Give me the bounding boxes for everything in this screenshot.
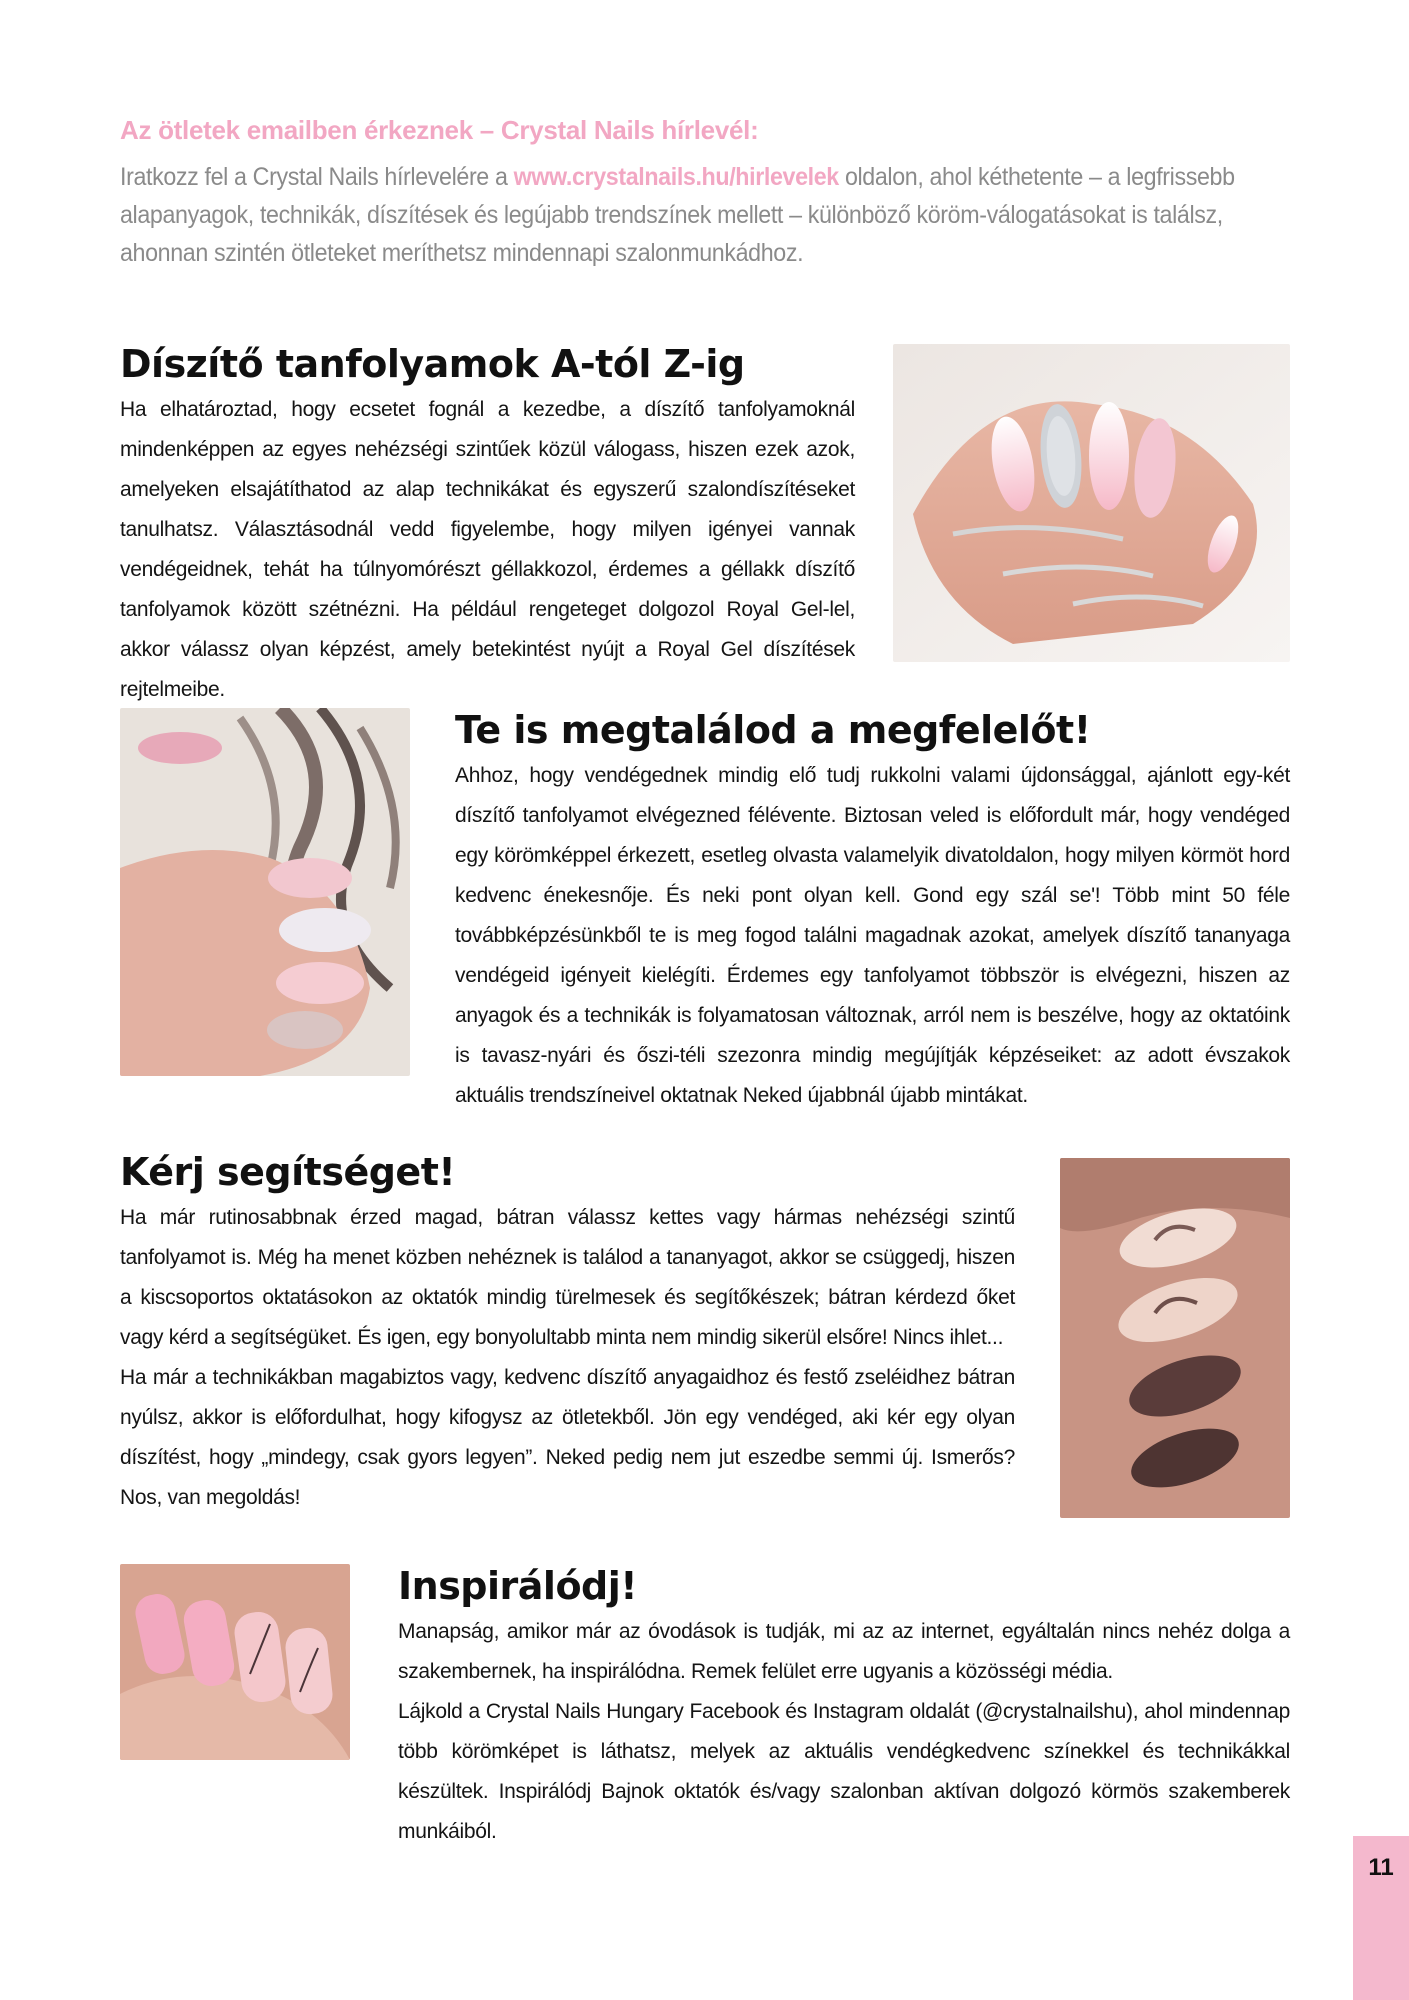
- section-body: Ha már rutinosabbnak érzed magad, bátran válassz kettes vagy hármas nehézségi szintű tanfolyamot is. Még ha menet közben nehéznek is találod a tananyagot, akkor se csüggedj, hiszen a kiscsoportos oktatásokon az oktatók mindig türelmesek és segítőkészek; bátran kérdezd őket vagy kérd a segítségüket. És igen, egy bonyolultabb minta nem mindig sikerül elsőre! Nincs ihlet...: [120, 1206, 1015, 1349]
- section-find-right-course: [455, 706, 1290, 1116]
- page-number-tab: [1353, 1836, 1409, 2000]
- newsletter-heading: Az ötletek emailben érkeznek – Crystal Nails hírlevél:: [120, 115, 759, 145]
- section-title: Inspirálódj!: [398, 1564, 638, 1608]
- photo-pastel-nails-zebra: [120, 708, 410, 1076]
- photo-leaf-design-nails: [1060, 1158, 1290, 1518]
- section-decor-courses: [120, 340, 855, 710]
- newsletter-link[interactable]: www.crystalnails.hu/hirlevelek: [513, 163, 839, 191]
- page-number: 11: [1368, 1854, 1394, 1881]
- photo-floral-pink-nails: [120, 1564, 350, 1760]
- photo-pink-glitter-nails: [893, 344, 1290, 662]
- section-get-inspired: [398, 1562, 1290, 1852]
- section-title: Kérj segítséget!: [120, 1150, 456, 1194]
- section-body: Ha elhatároztad, hogy ecsetet fognál a kezedbe, a díszítő tanfolyamoknál mindenképpen az egyes nehézségi szintűek közül válogass, hiszen ezek azok, amelyeken elsajátíthatod az alap technikákat és egyszerű szalondíszítéseket tanulhatsz. Választásodnál vedd figyelembe, hogy milyen igényei vannak vendégeidnek, tehát ha túlnyomórészt géllakkozol, érdemes a géllakk díszítő tanfolyamok között szétnézni. Ha például rengeteget dolgozol Royal Gel-lel, akkor válassz olyan képzést, amely betekintést nyújt a Royal Gel díszítések rejtelmeibe.: [120, 398, 855, 701]
- section-body-continued: Lájkold a Crystal Nails Hungary Facebook és Instagram oldalát (@crystalnailshu), ahol mindennap több körömképet is láthatsz, melyek az aktuális vendégkedvenc színekkel és technikákkal készültek. Inspirálódj Bajnok oktatók és/vagy szalonban aktívan dolgozó körmös szakemberek munkáiból.: [398, 1700, 1290, 1843]
- section-title: Díszítő tanfolyamok A-tól Z-ig: [120, 342, 745, 386]
- newsletter-text-before: Iratkozz fel a Crystal Nails hírlevelére a: [120, 163, 514, 191]
- newsletter-intro: [120, 112, 1300, 272]
- section-ask-for-help: [120, 1148, 1015, 1518]
- section-body-continued: Ha már a technikákban magabiztos vagy, kedvenc díszítő anyagaidhoz és festő zseléidhez bátran nyúlsz, akkor is előfordulhat, hogy kifogysz az ötletekből. Jön egy vendéged, aki kér egy olyan díszítést, hogy „mindegy, csak gyors legyen”. Neked pedig nem jut eszedbe semmi új. Ismerős? Nos, van megoldás!: [120, 1366, 1015, 1509]
- section-body: Manapság, amikor már az óvodások is tudják, mi az az internet, egyáltalán nincs nehéz dolga a szakembernek, ha inspirálódna. Remek felület erre ugyanis a közösségi média.: [398, 1620, 1290, 1683]
- section-title: Te is megtalálod a megfelelőt!: [455, 708, 1091, 752]
- section-body: Ahhoz, hogy vendégednek mindig elő tudj rukkolni valami újdonsággal, ajánlott egy-két díszítő tanfolyamot elvégezned félévente. Biztosan veled is előfordult már, hogy vendéged egy körömképpel érkezett, esetleg olvasta valamelyik divatoldalon, hogy milyen körmöt hord kedvenc énekesnője. És neki pont olyan kell. Gond egy szál se'! Több mint 50 féle továbbképzésünkből te is meg fogod találni magadnak azokat, amelyek díszítő tananyaga vendégeid igényeit kielégíti. Érdemes egy tanfolyamot többször is elvégezni, hiszen az anyagok és a technikák is folyamatosan változnak, arról nem is beszélve, hogy az oktatóink is tavasz-nyári és őszi-téli szezonra mindig megújítják képzéseiket: az adott évszakok aktuális trendszíneivel oktatnak Neked újabbnál újabb mintákat.: [455, 764, 1290, 1107]
- newsletter-text-after: oldalon, ahol kéthetente – a legfrissebb alapanyagok, technikák, díszítések és legújabb trendszínek mellett – különböző köröm-válogatásokat is találsz, ahonnan szintén ötleteket meríthetsz mindennapi szalonmunkádhoz.: [120, 163, 1235, 267]
- newsletter-body: [120, 158, 1301, 272]
